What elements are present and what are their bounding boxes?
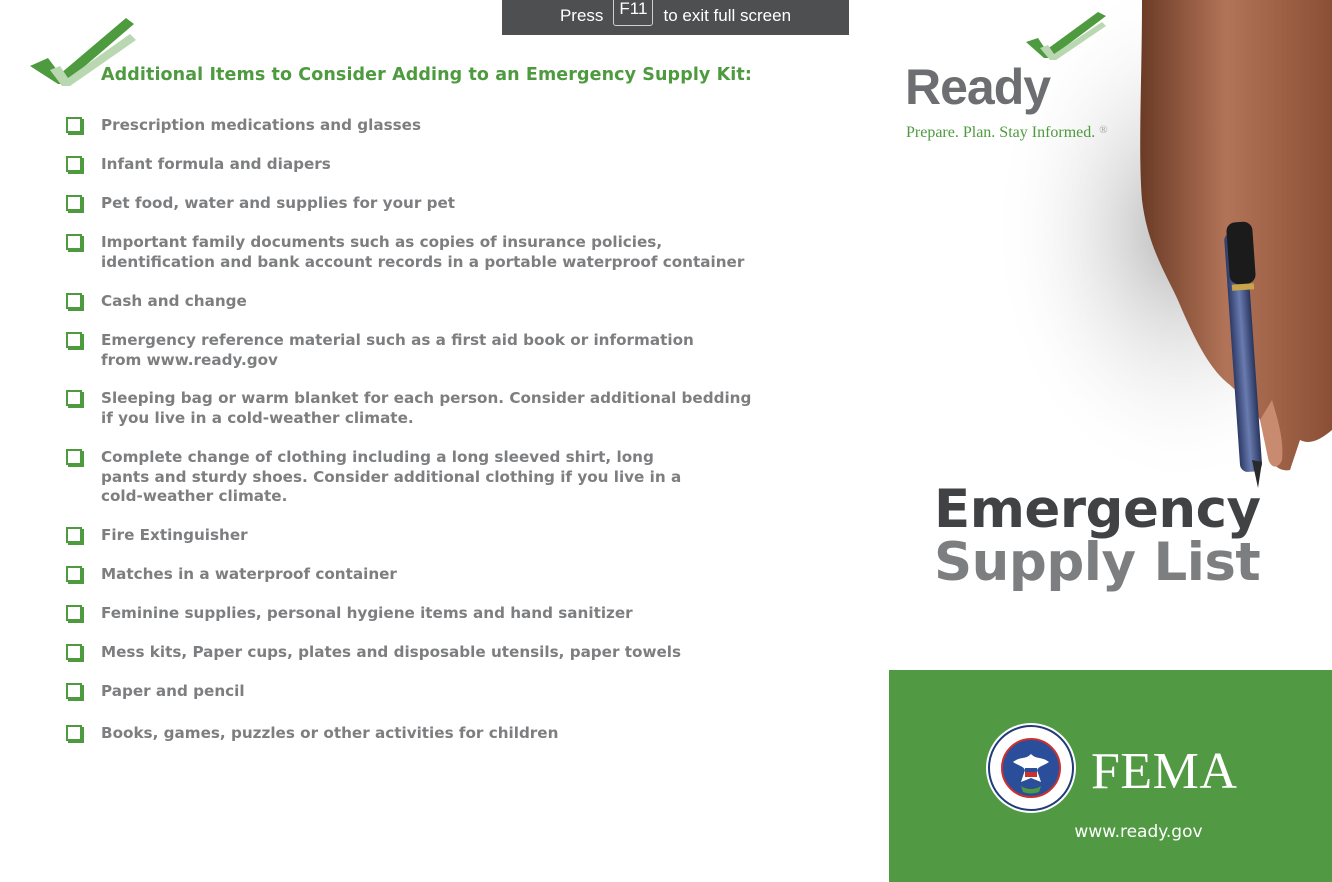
checklist-item-text: Paper and pencil — [101, 682, 245, 700]
ready-tagline — [906, 124, 1108, 142]
checklist-heading: Additional Items to Consider Adding to an Emergency Supply Kit: — [101, 65, 752, 85]
checkbox-icon — [66, 644, 82, 660]
banner-exit-text: to exit full screen — [663, 6, 792, 25]
checklist-item-text: Infant formula and diapers — [101, 155, 331, 173]
checkbox-icon — [66, 390, 82, 406]
cover-title-line1: Emergency — [934, 479, 1261, 540]
checklist-item-text: Fire Extinguisher — [101, 526, 248, 544]
ready-logo-text: Ready — [905, 59, 1051, 115]
checklist-item-text: Mess kits, Paper cups, plates and disposable utensils, paper towels — [101, 643, 682, 661]
ready-checkmark-icon — [1026, 12, 1108, 60]
checkbox-icon — [66, 683, 82, 699]
fullscreen-exit-banner — [502, 0, 849, 35]
checklist-item-text: Cash and change — [101, 292, 247, 310]
checkbox-icon — [66, 293, 82, 309]
checklist-item-text: Feminine supplies, personal hygiene items and hand sanitizer — [101, 604, 633, 622]
fema-logo-text: FEMA — [1091, 743, 1238, 800]
checkbox-icon — [66, 527, 82, 543]
checkbox-icon — [66, 117, 82, 133]
dhs-seal-icon — [985, 722, 1077, 814]
checkbox-icon — [66, 156, 82, 172]
checkbox-icon — [66, 234, 82, 250]
checkbox-icon — [66, 449, 82, 465]
checklist-item-text: Pet food, water and supplies for your pet — [101, 194, 456, 212]
tagline-text: Prepare. Plan. Stay Informed. — [906, 124, 1096, 141]
checklist-item-text: Important family documents such as copies of insurance policies, identification and bank account records in a portable waterproof container — [101, 233, 745, 271]
checklist-item-text: Emergency reference material such as a first aid book or information from www.ready.gov — [101, 331, 694, 369]
cover-title-line2: Supply List — [934, 532, 1261, 593]
registered-mark: ® — [1099, 124, 1108, 136]
checklist-item-text: Books, games, puzzles or other activities for children — [101, 724, 559, 742]
checkbox-icon — [66, 725, 82, 741]
ready-gov-url: www.ready.gov — [1074, 822, 1203, 842]
fema-panel — [889, 670, 1332, 882]
checklist-item-text: Complete change of clothing including a long sleeved shirt, long pants and sturdy shoes. Consider additional clothing if you live in a cold-weather climate. — [101, 448, 682, 505]
checkbox-icon — [66, 195, 82, 211]
checklist-item-text: Sleeping bag or warm blanket for each person. Consider additional bedding if you live in a cold-weather climate. — [101, 389, 752, 427]
f11-key-label: F11 — [613, 0, 653, 26]
banner-press-text: Press — [559, 6, 604, 25]
checkbox-icon — [66, 332, 82, 348]
checkbox-icon — [66, 566, 82, 582]
checkbox-icon — [66, 605, 82, 621]
checklist-item-text: Prescription medications and glasses — [101, 116, 421, 134]
checklist-item-text: Matches in a waterproof container — [101, 565, 397, 583]
